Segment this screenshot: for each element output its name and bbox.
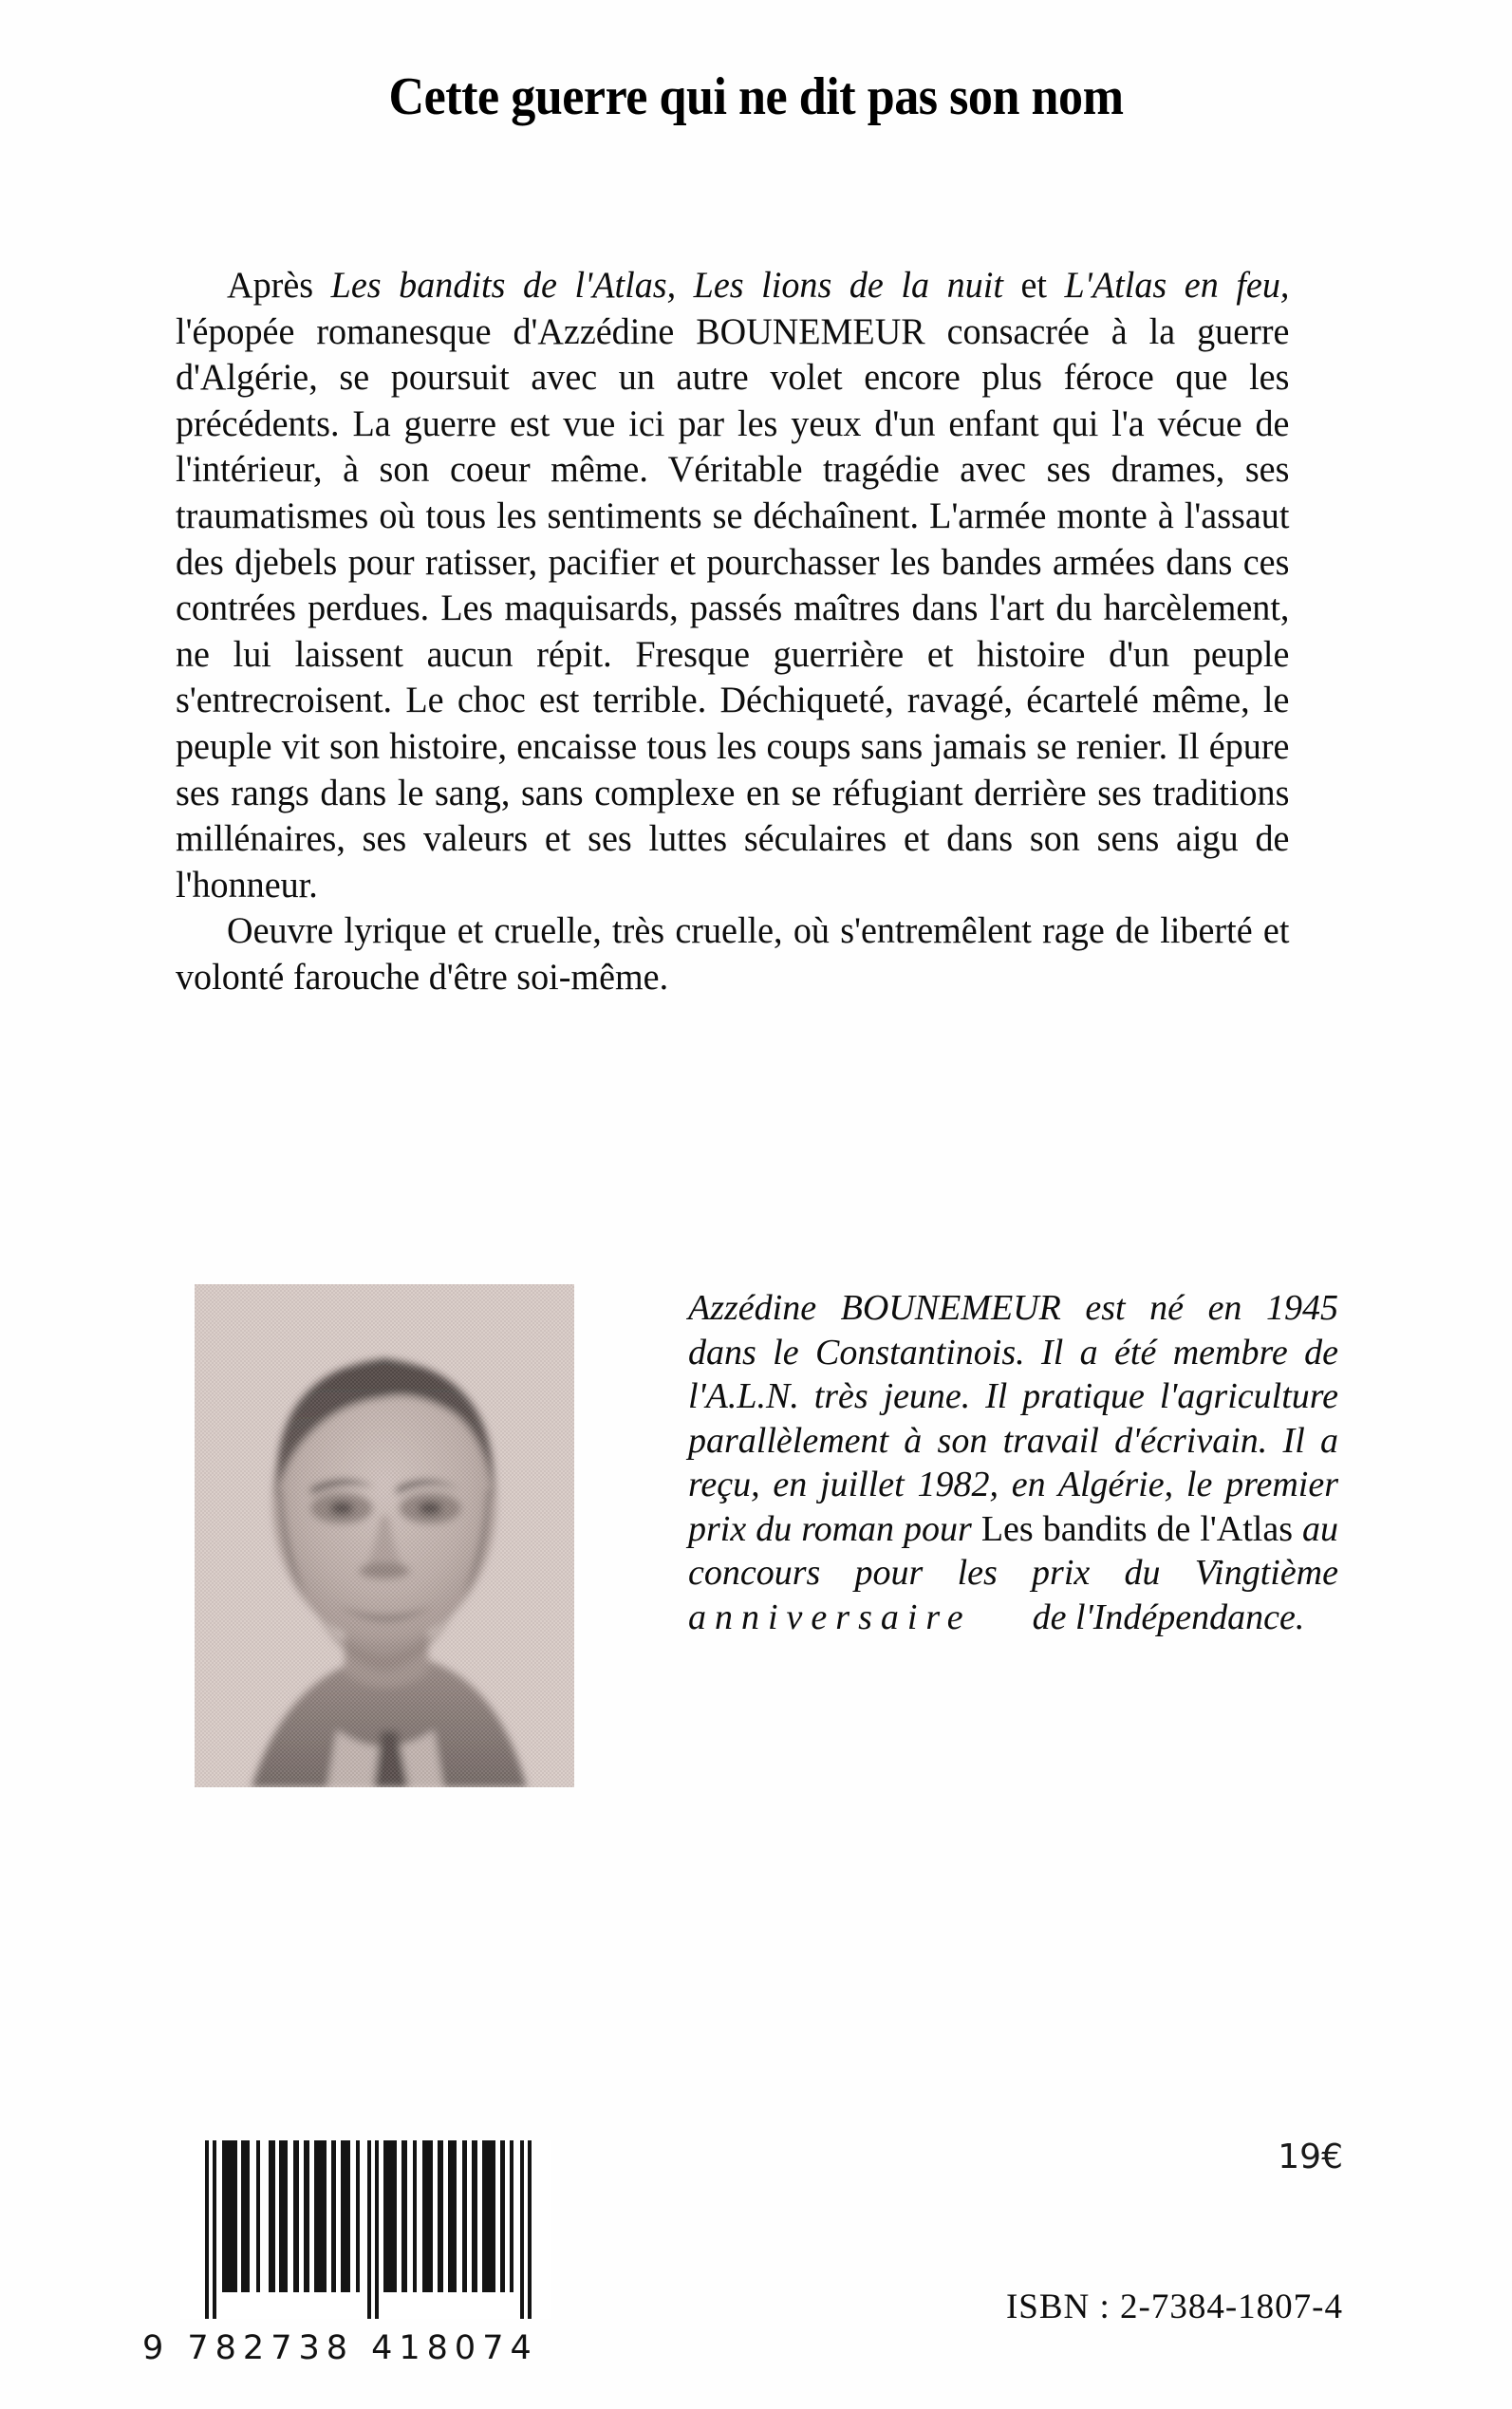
page-title: Cette guerre qui ne dit pas son nom (388, 67, 1124, 126)
author-bio-de: de (1032, 1597, 1067, 1637)
barcode-digits: 9 782738 418074 (142, 2329, 538, 2367)
author-bio-part-1: Azzédine BOUNEMEUR est né en 1945 dans le Constantinois. Il a été membre de l'A.L.N. très jeune. Il pratique l'agriculture parallèlement à son travail d'écrivain. Il a reçu, en juillet 1982, en Algérie, le premier prix du roman pour (688, 1288, 1338, 1549)
blurb-conjunction: et (1002, 264, 1065, 306)
referenced-title-1: Les bandits de l'Atlas, Les lions de la nuit (330, 264, 1003, 306)
author-bio (688, 1286, 1338, 1639)
author-portrait (195, 1284, 574, 1787)
ean13-barcode (180, 2140, 551, 2319)
author-bio-part-2: au concours pour les prix du Vingtième (688, 1508, 1338, 1593)
price-label: 19€ (1278, 2138, 1343, 2176)
blurb-text (176, 262, 1289, 1000)
author-bio-spaced-word: anniversaire (688, 1597, 972, 1637)
blurb-paragraph-2 (176, 907, 1289, 999)
isbn-label: ISBN : 2-7384-1807-4 (1005, 2288, 1343, 2326)
author-bio-part-3: l'Indépendance. (1075, 1597, 1305, 1637)
referenced-title-2: L'Atlas en feu, (1064, 264, 1290, 306)
blurb-body: l'épopée romanesque d'Azzédine BOUNEMEUR consacrée à la guerre d'Algérie, se poursuit avec un autre volet encore plus féroce que les précédents. La guerre est vue ici par les yeux d'un enfant qui l'a vécue de l'intérieur, à son coeur même. Véritable tragédie avec ses drames, ses traumatismes où tous les sentiments se déchaînent. L'armée monte à l'assaut des djebels pour ratisser, pacifier et pourchasser les bandes armées dans ces contrées perdues. Les maquisards, passés maîtres dans l'art du harcèlement, ne lui laissent aucun répit. Fresque guerrière et histoire d'un peuple s'entrecroisent. Le choc est terrible. Déchiqueté, ravagé, écartelé même, le peuple vit son histoire, encaisse tous les coups sans jamais se renier. Il épure ses rangs dans le sang, sans complexe en se réfugiant derrière ses traditions millénaires, ses valeurs et ses luttes séculaires et dans son sens aigu de l'honneur. (176, 309, 1290, 906)
blurb-lead: Après (227, 264, 331, 306)
blurb-closing: Oeuvre lyrique et cruelle, très cruelle, où s'entremêlent rage de liberté et volonté farouche d'être soi-même. (176, 909, 1290, 998)
author-photo-frame (195, 1284, 574, 1787)
blurb-paragraph-1 (176, 262, 1289, 907)
author-bio-work-title: Les bandits de l'Atlas (980, 1508, 1293, 1549)
